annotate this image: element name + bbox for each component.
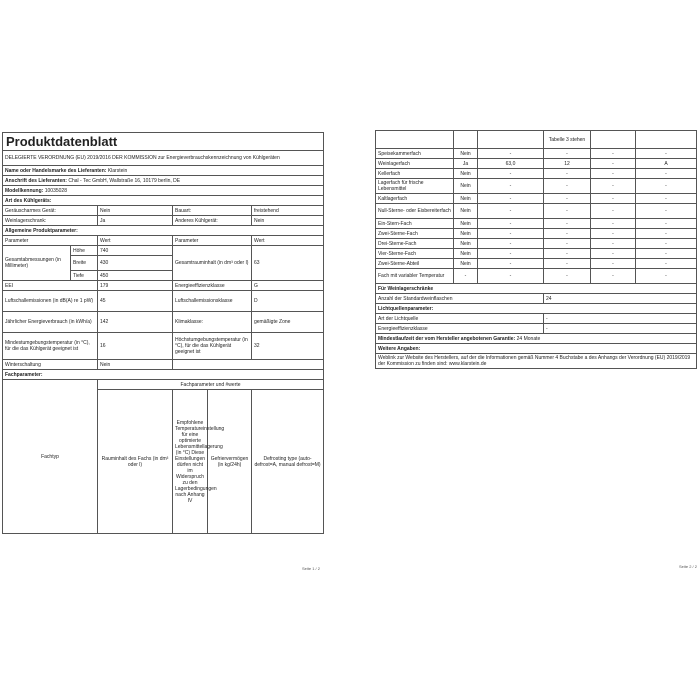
header-empty — [376, 131, 454, 149]
energy-label: Jährlicher Energieverbrauch (in kWh/a) — [3, 312, 98, 333]
compartment-name: Drei-Sterne-Fach — [376, 239, 454, 249]
compartment-heading: Fachparameter: — [3, 370, 324, 380]
compartment-row — [376, 194, 697, 204]
header-empty — [478, 131, 544, 149]
col-param: Parameter — [173, 236, 252, 246]
compartment-name: Ein-Stern-Fach — [376, 219, 454, 229]
type-label: Anderes Kühlgerät: — [173, 216, 252, 226]
volume-value: 63 — [252, 246, 324, 281]
compartment-present: - — [454, 269, 478, 284]
compartment-present: Ja — [454, 159, 478, 169]
compartment-defrost: - — [636, 259, 697, 269]
product-datasheet-table — [2, 132, 324, 534]
dim-height-label: Höhe — [71, 246, 98, 256]
address-value: Chal - Tec GmbH, Wallstraße 16, 10179 berlin, DE — [68, 177, 181, 184]
compartment-name: Zwei-Sterne-Abteil — [376, 259, 454, 269]
general-params-heading: Allgemeine Produktparameter: — [3, 226, 324, 236]
datasheet-page-1 — [0, 130, 326, 575]
compartment-row — [376, 239, 697, 249]
compartment-present: Nein — [454, 229, 478, 239]
brand-value: Klarstein — [107, 167, 128, 174]
compartment-present: Nein — [454, 194, 478, 204]
model-label: Modellkennung: — [5, 187, 44, 194]
light-eec-label: Energieeffizienzklasse — [376, 324, 544, 334]
col-temp: Empfohlene Temperatureinstellung für eine optimierte Lebensmittellagerung (in °C) Diese Einstellungen dürfen nicht im Widerspruch zu den Lagerbedingungen nach Anhang IV — [173, 390, 208, 534]
compartment-present: Nein — [454, 239, 478, 249]
regulation-text: DELEGIERTE VERORDNUNG (EU) 2019/2016 DER KOMMISSION zur Energieverbrauchskennzeichnung von Kühlgeräten — [3, 151, 324, 166]
info-row — [376, 314, 697, 324]
model-row — [3, 186, 324, 196]
dim-height-value: 740 — [98, 246, 173, 256]
info-row — [376, 324, 697, 334]
compartment-defrost: - — [636, 179, 697, 194]
compartment-defrost: - — [636, 194, 697, 204]
winter-value: Nein — [98, 360, 173, 370]
header-empty — [636, 131, 697, 149]
datasheet-page-2 — [373, 130, 700, 575]
address-row — [3, 176, 324, 186]
noise-class-label: Luftschallemissionsklasse — [173, 291, 252, 312]
info-row — [376, 304, 697, 314]
compartment-row — [376, 229, 697, 239]
noise-value: 45 — [98, 291, 173, 312]
compartment-temp: - — [544, 194, 591, 204]
compartment-defrost: - — [636, 229, 697, 239]
energy-value: 142 — [98, 312, 173, 333]
compartment-row — [376, 149, 697, 159]
compartment-params-label: Fachparameter und #werte — [98, 380, 324, 390]
compartment-present: Nein — [454, 204, 478, 219]
dim-width-label: Breite — [71, 256, 98, 271]
compartment-freeze: - — [591, 239, 636, 249]
dim-depth-value: 450 — [98, 271, 173, 281]
header-empty — [591, 131, 636, 149]
compartment-present: Nein — [454, 249, 478, 259]
compartment-temp: - — [544, 249, 591, 259]
compartment-present: Nein — [454, 169, 478, 179]
col-defrost: Defrosting type (auto-defrost=A, manual defrost=M) — [252, 390, 324, 534]
col-value: Wert — [252, 236, 324, 246]
compartment-defrost: - — [636, 269, 697, 284]
compartment-freeze: - — [591, 149, 636, 159]
compartment-temp: 12 — [544, 159, 591, 169]
winter-label: Winterschaltung — [3, 360, 98, 370]
climate-label: Klimaklasse: — [173, 312, 252, 333]
dim-width-value: 430 — [98, 256, 173, 271]
compartment-name: Null-Sterne- oder Eisbereiterfach — [376, 204, 454, 219]
compartment-volume: - — [478, 249, 544, 259]
winter-empty — [173, 360, 324, 370]
compartment-volume: - — [478, 259, 544, 269]
header-empty — [454, 131, 478, 149]
noise-class-value: D — [252, 291, 324, 312]
compartment-name: Weinlagerfach — [376, 159, 454, 169]
compartment-name: Vier-Sterne-Fach — [376, 249, 454, 259]
compartment-row — [376, 159, 697, 169]
compartment-defrost: A — [636, 159, 697, 169]
compartment-freeze: - — [591, 159, 636, 169]
type-label: Weinlagerschrank: — [3, 216, 98, 226]
compartment-freeze: - — [591, 229, 636, 239]
info-row — [376, 334, 697, 344]
info-row — [376, 284, 697, 294]
compartment-name: Lagerfach für frische Lebensmittel — [376, 179, 454, 194]
eei-label: EEI — [3, 281, 98, 291]
compartment-name: Kaltlagerfach — [376, 194, 454, 204]
page-title: Produktdatenblatt — [3, 133, 324, 151]
more-heading: Weitere Angaben: — [376, 344, 697, 354]
wine-heading: Für Weinlagerschränke — [376, 284, 697, 294]
appliance-type-heading: Art des Kühlgeräts: — [3, 196, 324, 206]
min-temp-label: Mindestumgebungstemperatur (in °C), für die das Kühlgerät geeignet ist — [3, 333, 98, 360]
compartment-row — [376, 219, 697, 229]
compartment-freeze: - — [591, 204, 636, 219]
max-temp-value: 32 — [252, 333, 324, 360]
climate-value: gemäßigte Zone — [252, 312, 324, 333]
address-label: Anschrift des Lieferanten: — [5, 177, 67, 184]
compartment-present: Nein — [454, 219, 478, 229]
compartment-defrost: - — [636, 219, 697, 229]
compartment-volume: - — [478, 169, 544, 179]
type-label: Bauart: — [173, 206, 252, 216]
col-param: Parameter — [3, 236, 98, 246]
compartment-volume: - — [478, 149, 544, 159]
compartment-row — [376, 169, 697, 179]
page-number: Seite 1 / 2 — [301, 566, 320, 571]
page-number: Seite 2 / 2 — [678, 564, 697, 569]
compartment-freeze: - — [591, 259, 636, 269]
light-type-label: Art der Lichtquelle — [376, 314, 544, 324]
eec-label: Energieeffizienzklasse — [173, 281, 252, 291]
compartment-volume: - — [478, 179, 544, 194]
eec-value: G — [252, 281, 324, 291]
compartment-name: Zwei-Sterne-Fach — [376, 229, 454, 239]
bottles-value: 24 — [544, 294, 697, 304]
compartment-volume: - — [478, 239, 544, 249]
dims-label: Gesamtabmessungen (in Millimeter) — [3, 246, 71, 281]
col-freeze: Gefriervermögen (in kg/24h) — [208, 390, 252, 534]
type-row — [3, 206, 324, 216]
compartment-volume: - — [478, 204, 544, 219]
compartment-row — [376, 259, 697, 269]
brand-label: Name oder Handelsmarke des Lieferanten: — [5, 167, 107, 174]
compartment-volume: 63,0 — [478, 159, 544, 169]
max-temp-label: Höchstumgebungstemperatur (in °C), für die das Kühlgerät geeignet ist — [173, 333, 252, 360]
compartment-row — [376, 204, 697, 219]
compartment-temp: - — [544, 269, 591, 284]
compartment-volume: - — [478, 269, 544, 284]
type-label: Geräuscharmes Gerät: — [3, 206, 98, 216]
compartment-temp: - — [544, 259, 591, 269]
compartment-defrost: - — [636, 169, 697, 179]
more-text: Weblink zur Website des Herstellers, auf der die Informationen gemäß Nummer 4 Buchstabe a des Anhangs der Verordnung (EU) 2019/2019 der Kommission zu finden sind: www.klarstein.de — [376, 354, 697, 369]
compartment-freeze: - — [591, 219, 636, 229]
compartment-temp: - — [544, 179, 591, 194]
volume-label: Gesamtrauminhalt (in dm³ oder l) — [173, 246, 252, 281]
column-header-row — [3, 236, 324, 246]
col-value: Wert — [98, 236, 173, 246]
min-temp-value: 16 — [98, 333, 173, 360]
warranty-value: 24 Monate — [516, 335, 541, 342]
compartment-freeze: - — [591, 249, 636, 259]
compartment-defrost: - — [636, 204, 697, 219]
info-row — [376, 354, 697, 369]
type-value: Nein — [98, 206, 173, 216]
brand-row — [3, 166, 324, 176]
compartment-temp: - — [544, 169, 591, 179]
compartment-freeze: - — [591, 169, 636, 179]
compartment-temp: - — [544, 239, 591, 249]
noise-label: Luftschallemissionen (in dB(A) re 1 pW) — [3, 291, 98, 312]
compartment-name: Kellerfach — [376, 169, 454, 179]
type-row — [3, 216, 324, 226]
compartment-row — [376, 249, 697, 259]
compartment-temp: - — [544, 219, 591, 229]
compartment-temp: - — [544, 204, 591, 219]
info-row — [376, 344, 697, 354]
table-ref: Tabelle 3 stehen — [544, 131, 591, 149]
compartment-present: Nein — [454, 149, 478, 159]
light-heading: Lichtquellenparameter: — [376, 304, 697, 314]
compartment-name: Speisekammerfach — [376, 149, 454, 159]
warranty-row — [376, 334, 697, 344]
compartment-name: Fach mit variabler Temperatur — [376, 269, 454, 284]
type-value: Nein — [252, 216, 324, 226]
compartment-present: Nein — [454, 179, 478, 194]
col-volume: Rauminhalt des Fachs (in dm³ oder l) — [98, 390, 173, 534]
light-eec-value: - — [544, 324, 697, 334]
compartment-defrost: - — [636, 149, 697, 159]
warranty-label: Mindestlaufzeit der vom Hersteller angebotenen Garantie: — [378, 335, 516, 342]
compartment-volume: - — [478, 219, 544, 229]
compartment-volume: - — [478, 194, 544, 204]
compartment-freeze: - — [591, 179, 636, 194]
compartment-freeze: - — [591, 194, 636, 204]
col-fachtyp: Fachtyp — [3, 380, 98, 534]
compartment-defrost: - — [636, 239, 697, 249]
light-type-value: - — [544, 314, 697, 324]
compartment-volume: - — [478, 229, 544, 239]
bottles-label: Anzahl der Standardweinflaschen — [376, 294, 544, 304]
compartment-row — [376, 179, 697, 194]
model-value: 10035028 — [44, 187, 67, 194]
type-value: freistehend — [252, 206, 324, 216]
eei-value: 179 — [98, 281, 173, 291]
dim-depth-label: Tiefe — [71, 271, 98, 281]
compartment-present: Nein — [454, 259, 478, 269]
compartment-defrost: - — [636, 249, 697, 259]
compartment-row — [376, 269, 697, 284]
info-row — [376, 294, 697, 304]
type-value: Ja — [98, 216, 173, 226]
compartment-freeze: - — [591, 269, 636, 284]
compartment-temp: - — [544, 229, 591, 239]
compartment-table — [375, 130, 697, 369]
compartment-temp: - — [544, 149, 591, 159]
